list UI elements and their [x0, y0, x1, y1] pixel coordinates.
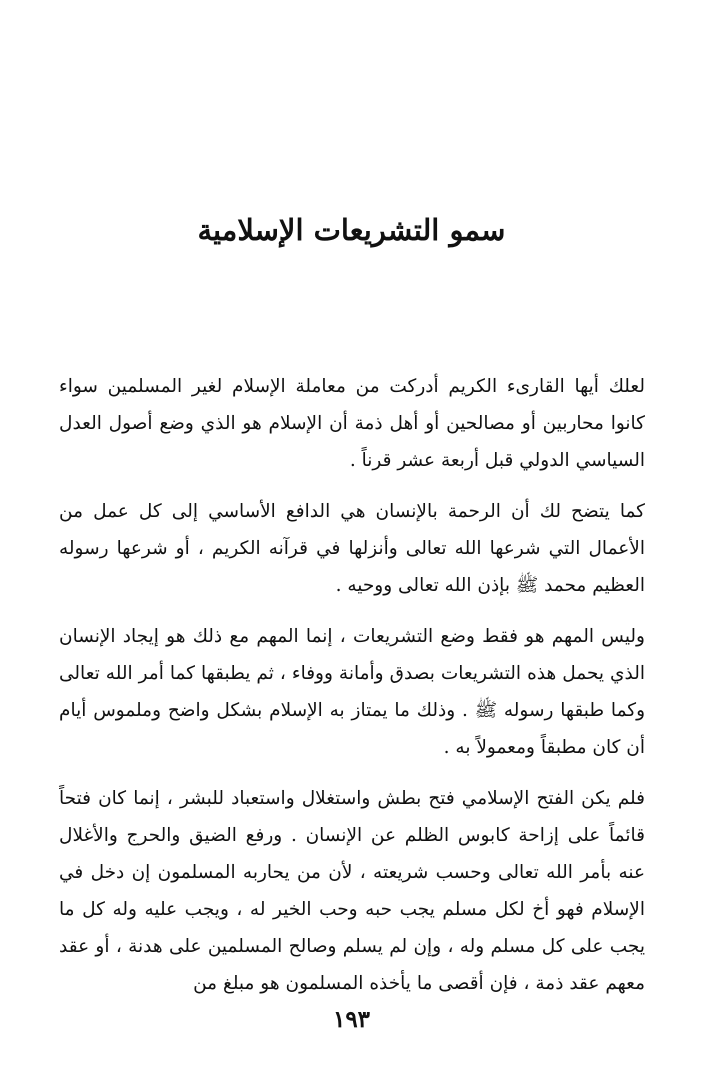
- body-text: [59, 368, 645, 1016]
- paragraph-2: كما يتضح لك أن الرحمة بالإنسان هي الدافع الأساسي إلى كل عمل من الأعمال التي شرعها الله تعالى وأنزلها في قرآنه الكريم ، أو شرعها رسوله العظيم محمد ﷺ بإذن الله تعالى ووحيه .: [59, 501, 645, 596]
- paragraph-4: فلم يكن الفتح الإسلامي فتح بطش واستغلال واستعباد للبشر ، إنما كان فتحاً قائماً على إزاحة كابوس الظلم عن الإنسان . ورفع الضيق والحرج والأغلال عنه بأمر الله تعالى وحسب شريعته ، لأن من يحاربه المسلمون إن دخل في الإسلام فهو أخ لكل مسلم يجب حبه وحب الخير له ، ويجب عليه وله كل ما يجب على كل مسلم وله ، وإن لم يسلم وصالح المسلمين على هدنة ، أو عقد معهم عقد ذمة ، فإن أقصى ما يأخذه المسلمون هو مبلغ من: [59, 788, 645, 994]
- chapter-title: سمو التشريعات الإسلامية: [197, 213, 506, 247]
- paragraph-1: لعلك أيها القارىء الكريم أدركت من معاملة الإسلام لغير المسلمين سواء كانوا محاربين أو مصالحين أو أهل ذمة أن الإسلام هو الذي وضع أصول العدل السياسي الدولي قبل أربعة عشر قرناً .: [59, 376, 645, 471]
- paragraph-3: وليس المهم هو فقط وضع التشريعات ، إنما المهم مع ذلك هو إيجاد الإنسان الذي يحمل هذه التشريعات بصدق وأمانة ووفاء ، ثم يطبقها كما أمر الله تعالى وكما طبقها رسوله ﷺ . وذلك ما يمتاز به الإسلام بشكل واضح وملموس أيام أن كان مطبقاً ومعمولاً به .: [59, 626, 645, 758]
- page-number: ١٩٣: [332, 1006, 371, 1033]
